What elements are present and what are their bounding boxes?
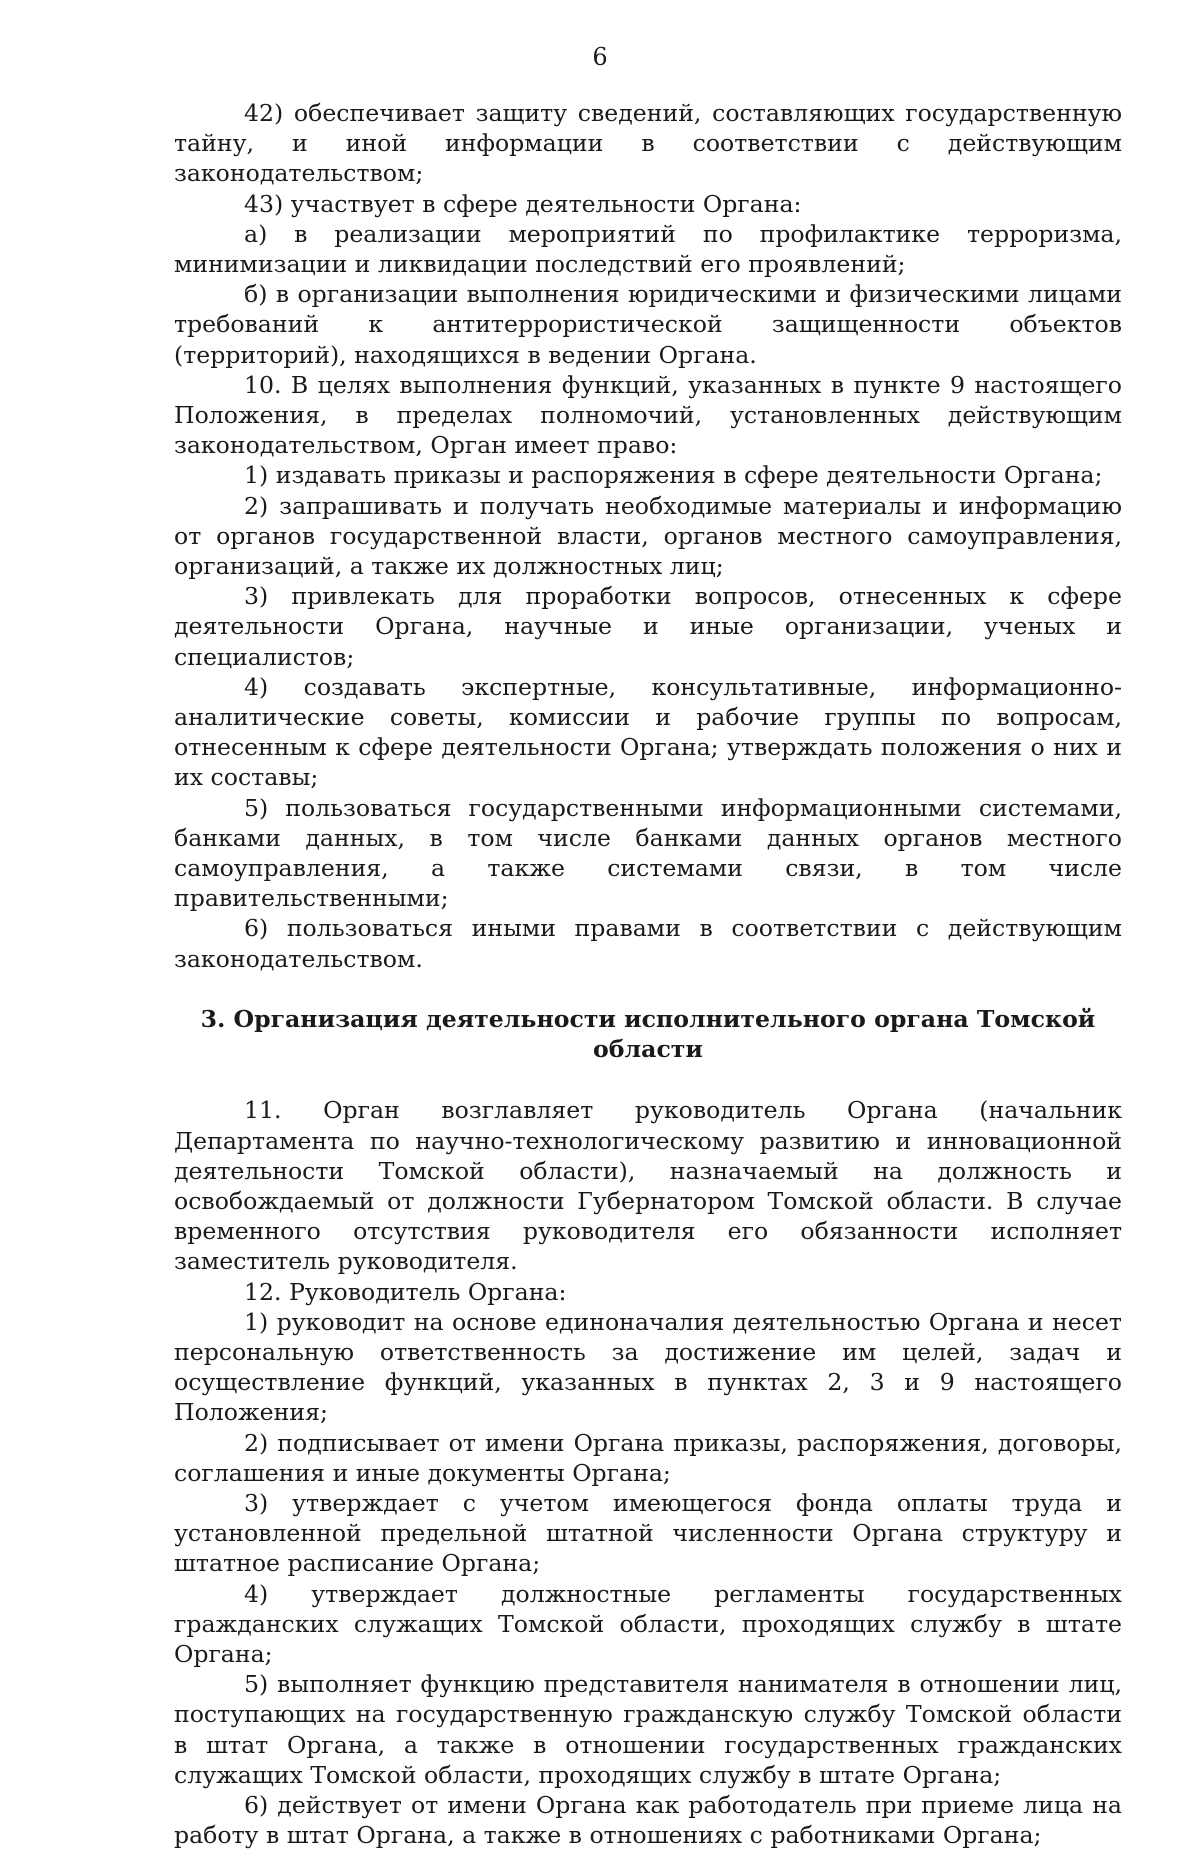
paragraph-10-1: 1) издавать приказы и распоряжения в сфере деятельности Органа;	[244, 461, 1103, 490]
paragraph-12: 12. Руководитель Органа:	[244, 1277, 567, 1306]
paragraph-12-6: 6) действует от имени Органа как работодатель при приеме лица на работу в штат Органа, а также в отношениях с работниками Органа;	[174, 1790, 1122, 1850]
paragraph-12-4: 4) утверждает должностные регламенты государственных гражданских служащих Томской области, проходящих службу в штате Органа;	[174, 1579, 1122, 1668]
paragraph-10-2: 2) запрашивать и получать необходимые материалы и информацию от органов государственной власти, органов местного самоуправления, организаций, а также их должностных лиц;	[174, 491, 1122, 581]
paragraph-12-1: 1) руководит на основе единоначалия деятельностью Органа и несет персональную ответственность за достижение им целей, задач и осуществление функций, указанных в пунктах 2, 3 и 9 настоящего Положения;	[174, 1307, 1122, 1427]
paragraph-10: 10. В целях выполнения функций, указанных в пункте 9 настоящего Положения, в пределах полномочий, установленных действующим законодательством, Орган имеет право:	[174, 370, 1122, 460]
paragraph-12-5: 5) выполняет функцию представителя нанимателя в отношении лиц, поступающих на государственную гражданскую службу Томской области в штат Органа, а также в отношении государственных гражданских служащих Томской области, проходящих службу в штате Органа;	[174, 1670, 1122, 1789]
paragraph-12-3: 3) утверждает с учетом имеющегося фонда оплаты труда и установленной предельной штатной численности Органа структуру и штатное расписание Органа;	[174, 1488, 1122, 1578]
section-heading: 3. Организация деятельности исполнительного органа Томской области	[200, 1004, 1096, 1064]
paragraph-11: 11. Орган возглавляет руководитель Органа (начальник Департамента по научно-технологическому развитию и инновационной деятельности Томской области), назначаемый на должность и освобождаемый от должности Губернатором Томской области. В случае временного отсутствия руководителя его обязанности исполняет заместитель руководителя.	[174, 1096, 1122, 1276]
paragraph-10-6: 6) пользоваться иными правами в соответствии с действующим законодательством.	[174, 914, 1122, 973]
page-number: 6	[592, 43, 608, 71]
document-body	[174, 98, 1122, 1850]
paragraph-42: 42) обеспечивает защиту сведений, составляющих государственную тайну, и иной информации в соответствии с действующим законодательством;	[174, 99, 1122, 188]
paragraph-10-3: 3) привлекать для проработки вопросов, отнесенных к сфере деятельности Органа, научные и иные организации, ученых и специалистов;	[174, 582, 1122, 671]
paragraph-12-2: 2) подписывает от имени Органа приказы, распоряжения, договоры, соглашения и иные документы Органа;	[174, 1428, 1122, 1487]
paragraph-43-a: а) в реализации мероприятий по профилактике терроризма, минимизации и ликвидации последствий его проявлений;	[174, 219, 1122, 279]
paragraph-10-4: 4) создавать экспертные, консультативные, информационно-аналитические советы, комиссии и рабочие группы по вопросам, отнесенным к сфере деятельности Органа; утверждать положения о них и их составы;	[174, 672, 1122, 792]
paragraph-43: 43) участвует в сфере деятельности Органа:	[244, 189, 802, 218]
paragraph-10-5: 5) пользоваться государственными информационными системами, банками данных, в том числе банками данных органов местного самоуправления, а также системами связи, в том числе правительственными;	[174, 793, 1122, 913]
paragraph-43-b: б) в организации выполнения юридическими и физическими лицами требований к антитеррористической защищенности объектов (территорий), находящихся в ведении Органа.	[174, 280, 1122, 369]
